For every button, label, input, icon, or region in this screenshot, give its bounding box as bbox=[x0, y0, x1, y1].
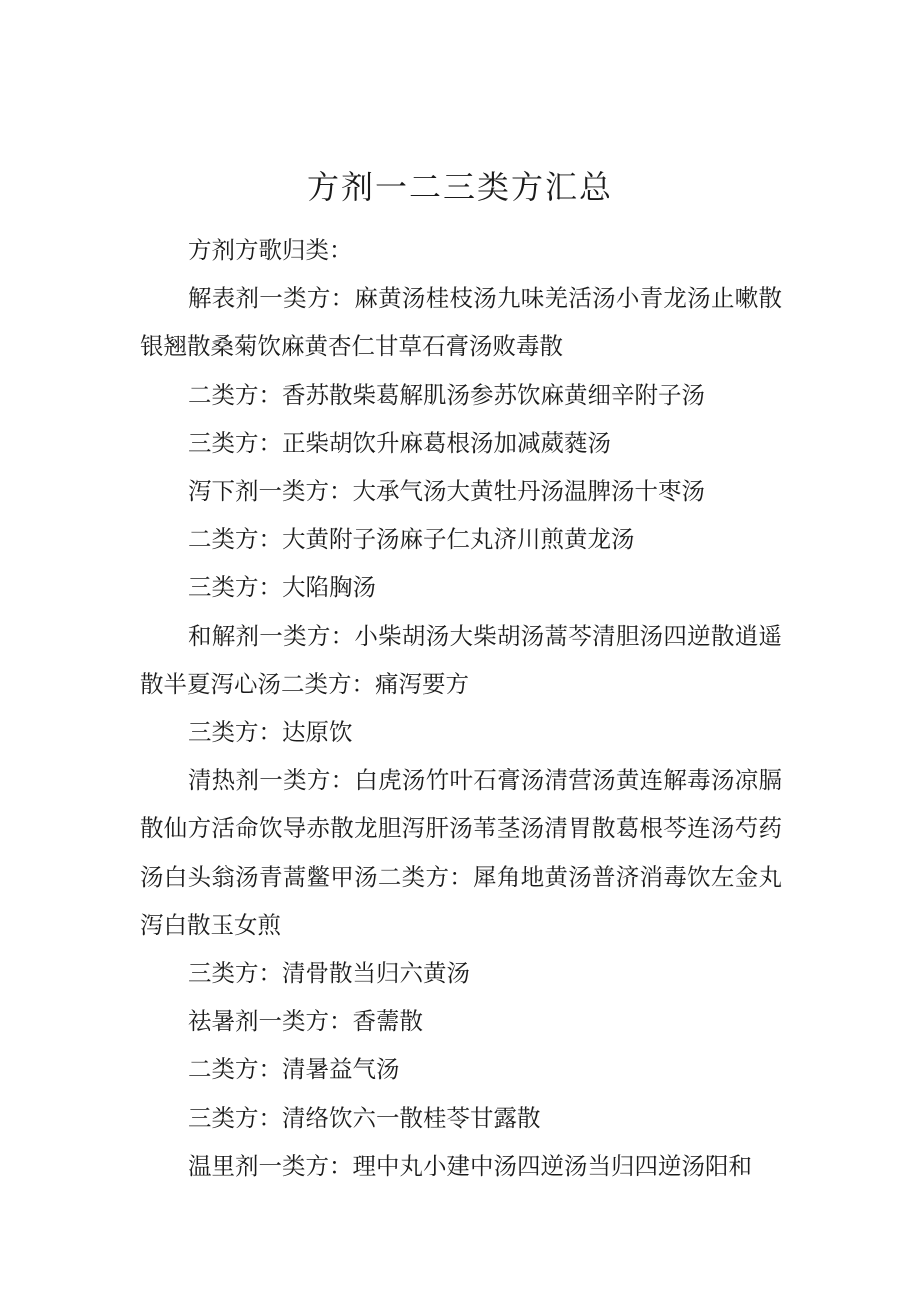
paragraph-qushu-class1: 祛暑剂一类方：香薷散 bbox=[188, 1007, 423, 1036]
paragraph-xiexia-class2: 二类方：大黄附子汤麻子仁丸济川煎黄龙汤 bbox=[188, 525, 635, 554]
paragraph-xiexia-class1: 泻下剂一类方：大承气汤大黄牡丹汤温脾汤十枣汤 bbox=[188, 477, 705, 506]
paragraph-hejie-class3: 三类方：达原饮 bbox=[188, 718, 353, 747]
paragraph-qingre-class3: 三类方：清骨散当归六黄汤 bbox=[188, 959, 470, 988]
paragraph-jiebiao-class2: 二类方：香苏散柴葛解肌汤参苏饮麻黄细辛附子汤 bbox=[188, 380, 705, 409]
paragraph-qingre-class1-2: 清热剂一类方：白虎汤竹叶石膏汤清营汤黄连解毒汤凉膈散仙方活命饮导赤散龙胆泻肝汤苇茎汤清胃散葛根芩连汤芍药汤白头翁汤青蒿鳖甲汤二类方：犀角地黄汤普济消毒饮左金丸泻白散玉女煎 bbox=[140, 766, 782, 939]
paragraph-jiebiao-class3: 三类方：正柴胡饮升麻葛根汤加减葳蕤汤 bbox=[188, 428, 611, 457]
document-title: 方剂一二三类方汇总 bbox=[306, 168, 613, 207]
paragraph-intro: 方剂方歌归类： bbox=[188, 236, 353, 264]
paragraph-hejie-class1-2: 和解剂一类方：小柴胡汤大柴胡汤蒿芩清胆汤四逆散逍遥散半夏泻心汤二类方：痛泻要方 bbox=[140, 621, 782, 698]
document-body bbox=[140, 226, 782, 1190]
paragraph-qushu-class3: 三类方：清络饮六一散桂苓甘露散 bbox=[188, 1103, 541, 1132]
paragraph-wenli-class1: 温里剂一类方：理中丸小建中汤四逆汤当归四逆汤阳和 bbox=[188, 1151, 752, 1180]
paragraph-xiexia-class3: 三类方：大陷胸汤 bbox=[188, 573, 376, 602]
paragraph-jiebiao-class1: 解表剂一类方：麻黄汤桂枝汤九味羌活汤小青龙汤止嗽散银翘散桑菊饮麻黄杏仁甘草石膏汤败毒散 bbox=[140, 284, 782, 361]
paragraph-qushu-class2: 二类方：清暑益气汤 bbox=[188, 1055, 400, 1084]
